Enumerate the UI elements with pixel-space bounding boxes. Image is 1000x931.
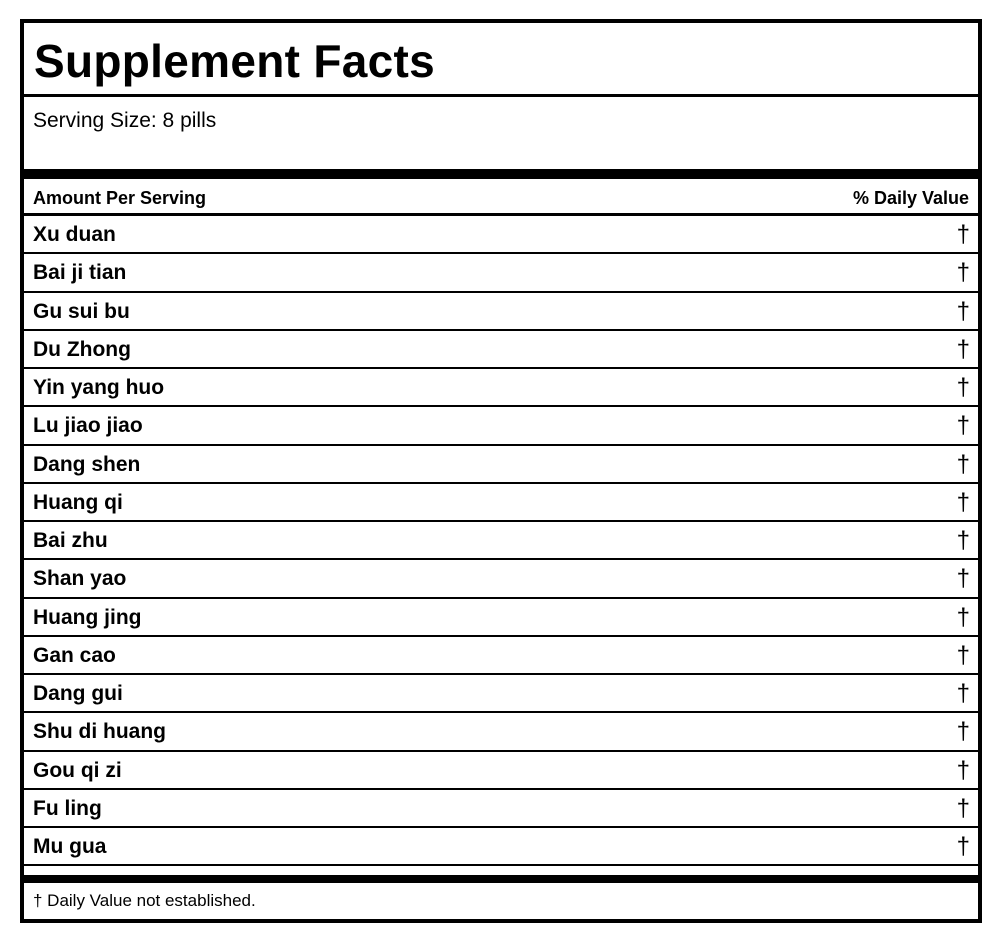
ingredient-name: Dang gui <box>33 682 123 705</box>
ingredient-daily-value: † <box>956 565 970 593</box>
ingredient-name: Shu di huang <box>33 720 166 744</box>
ingredient-daily-value: † <box>956 412 970 440</box>
ingredient-name: Bai ji tian <box>33 261 127 285</box>
ingredient-daily-value: † <box>956 603 970 631</box>
thick-divider-top <box>24 169 978 179</box>
ingredient-name: Dang shen <box>33 452 141 476</box>
ingredient-name: Huang qi <box>33 490 123 514</box>
ingredient-row <box>24 369 978 407</box>
ingredient-row <box>24 484 978 522</box>
thick-divider-bottom <box>24 875 978 883</box>
ingredient-name: Shan yao <box>33 567 127 591</box>
ingredient-name: Bai zhu <box>33 529 108 552</box>
ingredient-name: Huang jing <box>33 605 142 629</box>
supplement-facts-label <box>20 19 982 923</box>
footnote: † Daily Value not established. <box>33 891 256 910</box>
ingredient-row <box>24 790 978 828</box>
ingredient-daily-value: † <box>956 718 970 746</box>
ingredient-row <box>24 216 978 254</box>
ingredient-row <box>24 675 978 713</box>
ingredient-daily-value: † <box>956 641 970 669</box>
ingredient-daily-value: † <box>956 374 970 401</box>
ingredient-list <box>24 216 978 866</box>
ingredient-daily-value: † <box>956 259 970 287</box>
ingredient-row <box>24 331 978 369</box>
ingredient-row <box>24 828 978 866</box>
ingredient-daily-value: † <box>956 794 970 822</box>
ingredient-row <box>24 752 978 790</box>
ingredient-daily-value: † <box>956 335 970 363</box>
ingredient-row <box>24 560 978 598</box>
ingredient-name: Gu sui bu <box>33 299 130 323</box>
ingredient-row <box>24 293 978 331</box>
ingredient-daily-value: † <box>956 297 970 325</box>
label-title: Supplement Facts <box>34 35 435 87</box>
serving-size: Serving Size: 8 pills <box>33 109 217 132</box>
ingredient-daily-value: † <box>956 527 970 554</box>
daily-value-header: % Daily Value <box>852 188 969 208</box>
ingredient-name: Mu gua <box>33 835 107 858</box>
ingredient-name: Gan cao <box>33 643 116 667</box>
ingredient-row <box>24 446 978 484</box>
serving-row <box>24 97 978 169</box>
title-row <box>24 23 978 97</box>
ingredient-daily-value: † <box>956 833 970 860</box>
ingredient-row <box>24 407 978 445</box>
ingredient-row <box>24 522 978 560</box>
ingredient-daily-value: † <box>956 756 970 784</box>
ingredient-daily-value: † <box>956 450 970 478</box>
ingredient-row <box>24 713 978 751</box>
ingredient-daily-value: † <box>956 221 970 248</box>
ingredient-row <box>24 254 978 292</box>
ingredient-name: Du Zhong <box>33 337 131 361</box>
ingredient-row <box>24 637 978 675</box>
ingredient-name: Fu ling <box>33 796 102 820</box>
ingredient-name: Yin yang huo <box>33 376 165 399</box>
ingredient-name: Gou qi zi <box>33 758 122 782</box>
ingredient-daily-value: † <box>956 680 970 707</box>
amount-per-serving-header: Amount Per Serving <box>33 188 207 208</box>
ingredient-daily-value: † <box>956 488 970 516</box>
column-header-row <box>24 179 978 216</box>
ingredient-name: Xu duan <box>33 223 116 246</box>
ingredient-row <box>24 599 978 637</box>
ingredient-name: Lu jiao jiao <box>33 414 143 438</box>
